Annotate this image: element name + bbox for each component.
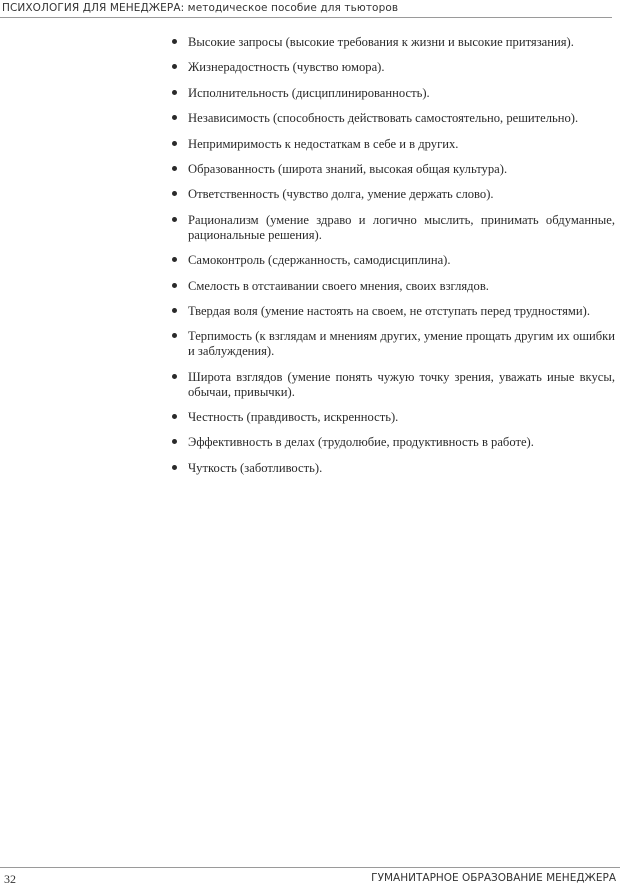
- list-item-text: Честность (правдивость, искренность).: [188, 410, 399, 425]
- bullet-icon: [172, 333, 177, 338]
- list-item-text: Жизнерадостность (чувство юмора).: [188, 60, 385, 75]
- list-item-text: Терпимость (к взглядам и мнениям других, умение прощать другим их ошибки и заблуждения).: [188, 329, 615, 359]
- bullet-icon: [172, 439, 177, 444]
- list-item: [172, 370, 615, 400]
- bullet-icon: [172, 166, 177, 171]
- bullet-icon: [172, 308, 177, 313]
- list-item: [172, 187, 615, 202]
- list-item-text: Эффективность в делах (трудолюбие, продуктивность в работе).: [188, 435, 534, 450]
- list-item: [172, 461, 615, 476]
- list-item-text: Твердая воля (умение настоять на своем, не отступать перед трудностями).: [188, 303, 590, 318]
- list-item: [172, 86, 615, 101]
- list-item-text: Широта взглядов (умение понять чужую точку зрения, уважать иные вкусы, обычаи, привычки).: [188, 369, 615, 399]
- list-item-text: Непримиримость к недостаткам в себе и в других.: [188, 136, 459, 151]
- list-item-text: Исполнительность (дисциплинированность).: [188, 85, 430, 100]
- page-number: 32: [4, 872, 16, 886]
- bullet-icon: [172, 217, 177, 222]
- bullet-icon: [172, 465, 177, 470]
- list-item-text: Независимость (способность действовать самостоятельно, решительно).: [188, 111, 579, 126]
- list-item: [172, 137, 615, 152]
- bullet-icon: [172, 414, 177, 419]
- list-item: [172, 111, 615, 126]
- values-list: [172, 35, 615, 486]
- bullet-icon: [172, 191, 177, 196]
- footer-divider: [0, 867, 620, 868]
- list-item: [172, 304, 615, 319]
- list-item: [172, 35, 615, 50]
- list-item: [172, 410, 615, 425]
- list-item-text: Образованность (широта знаний, высокая общая культура).: [188, 161, 508, 176]
- list-item: [172, 213, 615, 243]
- list-item: [172, 279, 615, 294]
- bullet-icon: [172, 64, 177, 69]
- list-item-text: Высокие запросы (высокие требования к жизни и высокие притязания).: [188, 35, 574, 49]
- bullet-icon: [172, 39, 177, 44]
- bullet-icon: [172, 115, 177, 120]
- list-item: [172, 435, 615, 450]
- bullet-icon: [172, 283, 177, 288]
- header-divider: [0, 17, 612, 18]
- list-item-text: Рационализм (умение здраво и логично мыслить, принимать обдуманные, рациональные решения).: [188, 212, 615, 242]
- list-item: [172, 162, 615, 177]
- running-header: ПСИХОЛОГИЯ ДЛЯ МЕНЕДЖЕРА: методическое пособие для тьюторов: [2, 2, 399, 14]
- bullet-icon: [172, 257, 177, 262]
- bullet-icon: [172, 141, 177, 146]
- list-item-text: Самоконтроль (сдержанность, самодисциплина).: [188, 253, 451, 268]
- bullet-icon: [172, 374, 177, 379]
- bullet-icon: [172, 90, 177, 95]
- list-item: [172, 60, 615, 75]
- list-item-text: Смелость в отстаивании своего мнения, своих взглядов.: [188, 278, 489, 293]
- list-item: [172, 329, 615, 359]
- running-footer: ГУМАНИТАРНОЕ ОБРАЗОВАНИЕ МЕНЕДЖЕРА: [371, 872, 616, 884]
- list-item-text: Чуткость (заботливость).: [188, 460, 323, 475]
- list-item: [172, 253, 615, 268]
- list-item-text: Ответственность (чувство долга, умение держать слово).: [188, 187, 494, 202]
